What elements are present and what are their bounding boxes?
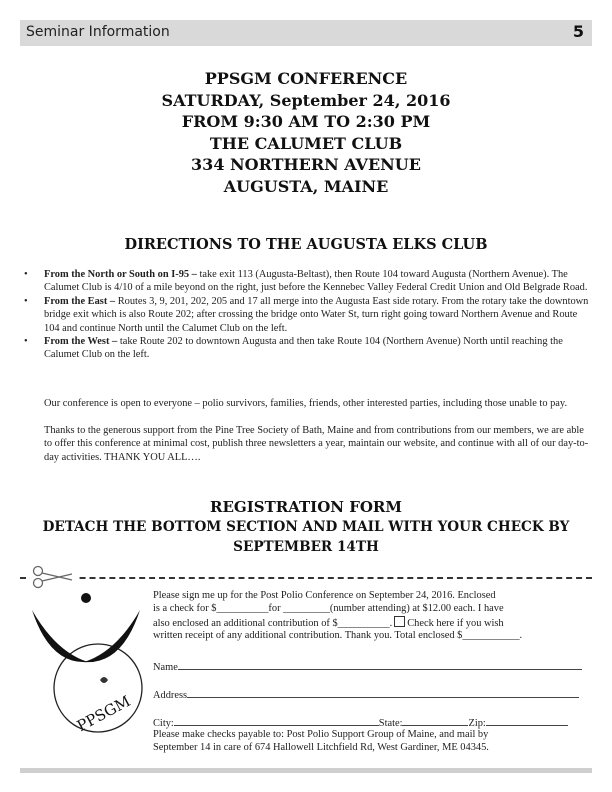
receipt-checkbox[interactable]: [394, 616, 405, 627]
registration-subtitle-line: DETACH THE BOTTOM SECTION AND MAIL WITH YOUR CHECK BY: [42, 519, 570, 535]
registration-form: [153, 590, 598, 643]
checkbox-label: Check here if you wish: [407, 617, 504, 629]
section-title: Seminar Information: [26, 24, 170, 40]
conference-street: 334 NORTHERN AVENUE: [191, 155, 421, 174]
mailing-instructions: [153, 729, 593, 755]
address-field-row: [153, 688, 593, 701]
bullet-glyph: •: [24, 269, 28, 280]
direction-text: take exit 113 (Augusta-Beltast), then Route 104 toward Augusta (Northern Avenue). The Calumet Club is 4/10 of a mile beyond on the right, just before the Kennebec Valley Federal Credit Union and Old Belgrade Road.: [44, 269, 588, 294]
page-number: 5: [572, 22, 584, 41]
bullet-glyph: •: [24, 295, 28, 307]
name-label: Name: [153, 662, 178, 673]
city-field[interactable]: [174, 716, 379, 726]
zip-label: Zip:: [468, 718, 486, 729]
state-field[interactable]: [402, 716, 468, 726]
list-item: [22, 295, 592, 335]
conference-time: FROM 9:30 AM TO 2:30 PM: [181, 112, 431, 131]
address-field[interactable]: [187, 688, 579, 698]
ppsgm-logo: [28, 590, 144, 740]
conference-venue: THE CALUMET CLUB: [209, 133, 403, 153]
conference-date: SATURDAY, September 24, 2016: [161, 90, 451, 110]
registration-title: REGISTRATION FORM: [210, 498, 402, 516]
direction-lead: From the North or South on I-95 –: [44, 269, 197, 280]
page-footer-bar: [20, 768, 592, 773]
form-text-line: also enclosed an additional contribution of $__________.: [153, 617, 393, 629]
city-label: City:: [153, 718, 174, 729]
directions-heading: DIRECTIONS TO THE AUGUSTA ELKS CLUB: [124, 236, 488, 253]
scissors-icon: [30, 564, 76, 590]
logo-text: PPSGM: [73, 692, 134, 736]
list-item: [22, 335, 592, 362]
directions-list: [22, 268, 592, 362]
form-text-line: is a check for $__________for _________(number attending) at $12.00 each. I have: [153, 602, 504, 614]
form-text-line: Please make checks payable to: Post Polio Support Group of Maine, and mail by: [153, 729, 489, 740]
open-to-everyone-paragraph: Our conference is open to everyone – polio survivors, families, friends, other interested parties, including those unable to pay.: [44, 398, 568, 409]
form-text-line: Please sign me up for the Post Polio Conference on September 24, 2016. Enclosed: [153, 590, 496, 601]
zip-field[interactable]: [486, 716, 568, 726]
thanks-paragraph: Thanks to the generous support from the Pine Tree Society of Bath, Maine and from contributions from our members, we are able to offer this conference at minimal cost, publish three newsletters a year, maintain our website, and continue with all of our day-to-day activities. THANK YOU ALL….: [44, 425, 589, 463]
cut-line: [20, 577, 592, 579]
page-header: [20, 20, 592, 46]
direction-lead: From the West –: [44, 336, 118, 348]
state-label: State:: [378, 718, 403, 729]
form-text-line: [153, 616, 598, 631]
registration-subtitle: [20, 517, 592, 557]
address-label: Address: [153, 690, 188, 701]
name-field[interactable]: [178, 660, 582, 670]
direction-text: Routes 3, 9, 201, 202, 205 and 17 all merge into the Augusta East side rotary. From the rotary take the downtown bridge exit which is also Route 202; after crossing the bridge onto Water St, turn right going toward Northern Avenue and Route 104 and continue North until the Calumet Club on the left.: [44, 295, 589, 334]
direction-lead: From the East –: [44, 295, 116, 307]
direction-text: take Route 202 to downtown Augusta and then take Route 104 (Northern Avenue) North until reaching the Calumet Club on the left.: [44, 336, 563, 361]
bullet-glyph: •: [24, 336, 28, 348]
conference-info: [20, 68, 592, 197]
registration-subtitle-line: SEPTEMBER 14TH: [233, 539, 379, 555]
conference-title: PPSGM CONFERENCE: [204, 69, 408, 88]
name-field-row: [153, 660, 593, 673]
list-item: [22, 268, 592, 295]
city-state-zip-row: [153, 716, 593, 729]
form-text-line: September 14 in care of 674 Hallowell Litchfield Rd, West Gardiner, ME 04345.: [153, 741, 489, 753]
form-text-line: written receipt of any additional contribution. Thank you. Total enclosed $___________.: [153, 630, 523, 642]
conference-city: AUGUSTA, MAINE: [223, 176, 389, 196]
